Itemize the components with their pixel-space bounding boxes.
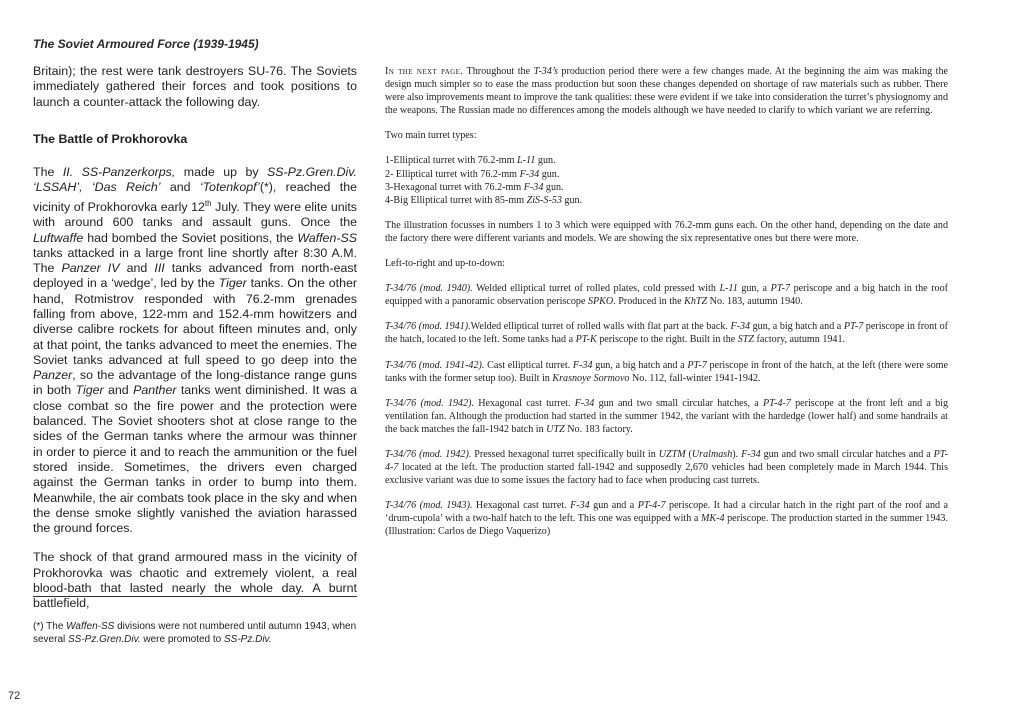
left-paragraph-1: Britain); the rest were tank destroyers SU-76. The Soviets immediately gathered their forces and took positions to launch a counter-attack the following day. [33,64,357,109]
list-item: 1-Elliptical turret with 76.2-mm L-11 gun. [385,155,556,167]
running-header: The Soviet Armoured Force (1939-1945) [33,37,259,51]
section-heading: The Battle of Prokhorovka [33,131,188,146]
variant-1942-a: T-34/76 (mod. 1942). Hexagonal cast turret. F-34 gun and two small circular hatches, a PT-4-7 periscope at the front left and a big ventilation fan. Although the production had started in the summer 1942, the variant with the hardedge (lower half) and some handrails at the back matches the fall-1942 batch in UTZ No. 183 factory. [385,397,948,435]
list-item: 4-Big Elliptical turret with 85-mm ZiS-S-53 gun. [385,194,583,206]
left-paragraph-3: The shock of that grand armoured mass in the vicinity of Prokhorovka was chaotic and extremely violent, a real blood-bath that lasted nearly the whole day. A burnt battlefield, [33,550,357,611]
right-intro: In the next page. Throughout the T-34’s production period there were a few changes made. At the beginning the aim was making the design much simpler so to ease the mass production but soon these changes depended on shortage of raw materials such as rubber. There were also improvements meant to improve the tank qualities: these were evident if we take into consideration the turret’s physiognomy and the weapons. The Russian made no differences among the models although we have needed to clarify to which variant we are referring. [385,66,948,117]
left-column [33,64,357,612]
variant-1940: T-34/76 (mod. 1940). Welded elliptical turret of rolled plates, cold pressed with L-11 gun, a PT-7 periscope and a big hatch in the roof equipped with a panoramic observation periscope SPKO. Produced in the KhTZ No. 183, autumn 1940. [385,283,949,308]
variant-1943: T-34/76 (mod. 1943). Hexagonal cast turret. F-34 gun and a PT-4-7 periscope. It had a circular hatch in the right part of the roof and a ‘drum-cupola’ with a two-half hatch to the left. This one was equipped with a MK-4 periscope. The production started in the summer 1943. (Illustration: Carlos de Diego Vaquerizo) [385,500,949,538]
page-number: 72 [8,690,21,702]
left-paragraph-2: The II. SS-Panzerkorps, made up by SS-Pz.Gren.Div. ‘LSSAH’, ‘Das Reich’ and ‘Totenkopf’(*), reached the vicinity of Prokhorovka early 12th July. They were elite units with around 600 tanks and assault guns. Once the Luftwaffe had bombed the Soviet positions, the Waffen-SS tanks attacked in a large front line shortly after 8:30 A.M. The Panzer IV and III tanks advanced from north-east deployed in a ‘wedge’, led by the Tiger tanks. On the other hand, Rotmistrov responded with 76.2-mm grenades falling from above, 122-mm and 152.4-mm howitzers and diverse calibre rockets for about fifteen minutes and, only at that point, the tanks advanced to meet the enemies. The Soviet tanks advanced at full speed to go deep into the Panzer, so the advantage of the long-distance range guns in both Tiger and Panther tanks went diminished. It was a close combat so the fire power and the protection were balanced. The Soviet shooters shot at close range to the sides of the German tanks where the armour was thinner in order to pierce it and to reach the ammunition or the fuel stored inside. Sometimes, the drivers even charged against the German tanks in order to bump into them. Meanwhile, the air combats took place in the sky and when the dense smoke slightly vanished the aviation harassed the ground forces. [33,165,358,536]
turret-type-list [385,154,948,206]
order-note: Left-to-right and up-to-down: [385,258,505,270]
footnote-divider [33,596,357,597]
right-column [385,65,948,551]
intro-lead: In the next page. [385,66,464,77]
variant-1942-b: T-34/76 (mod. 1942). Pressed hexagonal turret specifically built in UZTM (Uralmash). F-34 gun and two small circular hatches and a PT-4-7 located at the left. The production started fall-1942 and supposedly 2,670 vehicles had been completely made in March 1944. This exclusive variant was due to some issues the factory had to face when producing cast turrets. [385,448,949,487]
turret-types-title: Two main turret types: [385,130,477,142]
illustration-note: The illustration focusses in numbers 1 to 3 which were equipped with 76.2-mm guns each. On the other hand, depending on the date and the factory there were different variants and models. We are showing the six representative ones but there were more. [385,219,948,244]
variant-1941-42: T-34/76 (mod. 1941-42). Cast elliptical turret. F-34 gun, a big hatch and a PT-7 periscope in front of the hatch, at the left (there were some tanks with the former setup too). Built in Krasnoye Sormovo No. 112, fall-winter 1941-1942. [385,359,949,384]
list-item: 3-Hexagonal turret with 76.2-mm F-34 gun. [385,181,564,193]
variant-1941: T-34/76 (mod. 1941).Welded elliptical turret of rolled walls with flat part at the back. F-34 gun, a big hatch and a PT-7 periscope in front of the hatch, located to the left. Some tanks had a PT-K periscope to the right. Built in the STZ factory, autumn 1941. [385,321,948,346]
list-item: 2- Elliptical turret with 76.2-mm F-34 gun. [385,168,560,180]
footnote: (*) The Waffen-SS divisions were not numbered until autumn 1943, when several SS-Pz.Gren.Div. were promoted to SS-Pz.Div. [33,621,357,645]
